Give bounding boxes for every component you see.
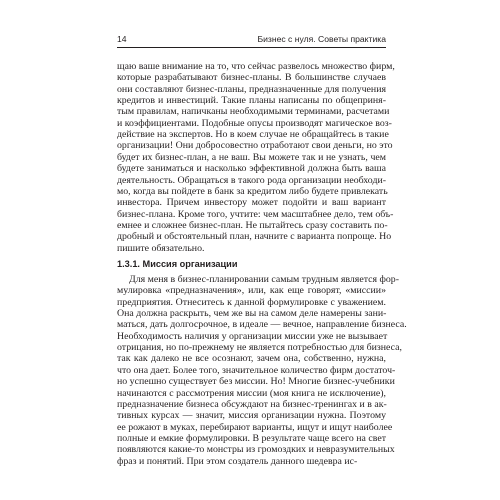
header-rule xyxy=(117,47,386,48)
text-line: маться, дать долгосрочное, в идеале — вечное, направление бизнеса. xyxy=(117,319,407,331)
text-line: Необходимость наличия у организации миссии уже не вызывает xyxy=(117,330,388,342)
page-number: 14 xyxy=(117,34,127,44)
text-line: так как далеко не все осознают, зачем она, собственно, нужна, xyxy=(117,353,386,365)
text-line: емнее и сложнее бизнес-план. Не пытайтесь сразу составить по- xyxy=(117,219,388,231)
text-line: тивных курсах — значит, миссия организации нужна. Поэтому xyxy=(117,410,386,422)
text-line: предприятия. Отнеситесь к данной формулировке с уважением. xyxy=(117,296,386,308)
text-line: которые разрабатывают бизнес-планы. В большинстве случаев xyxy=(117,72,386,84)
text-line: предназначение бизнеса обсуждают на бизнес-тренингах и в ак- xyxy=(117,398,387,410)
text-line: Для меня в бизнес-планировании самым трудным является фор- xyxy=(129,274,399,285)
text-line: пишите обязательно. xyxy=(117,242,205,254)
text-line: бизнес-плана. Кроме того, учтите: чем масштабнее дело, тем объ- xyxy=(117,208,394,220)
text-line: мо, когда вы пойдете в банк за кредитом либо будете привлекать xyxy=(117,185,388,197)
text-line: организации! Они добросовестно отработают свои деньги, но это xyxy=(117,140,393,152)
text-line: фраз и понятий. При этом создатель данного шедевра ис- xyxy=(117,455,358,467)
text-line: дробный и обстоятельный план, начните с варианта попроще. Но xyxy=(117,231,392,243)
text-line: деятельность. Обращаться в такого рода организации необходи- xyxy=(117,174,386,186)
running-title: Бизнес с нуля. Советы практика xyxy=(257,34,386,44)
text-line: будет их бизнес-план, а не ваш. Вы можете так и не узнать, чем xyxy=(117,151,386,163)
text-line: что она дает. Более того, значительное количество фирм достаточ- xyxy=(117,364,396,376)
text-line: действие на экспертов. Но в коем случае не обращайтесь в такие xyxy=(117,129,389,141)
section-heading: 1.3.1. Миссия организации xyxy=(117,259,238,269)
text-line: начинаются с рассмотрения миссии (моя книга не исключение), xyxy=(117,387,386,399)
text-line: отрицания, но по-прежнему не является потребностью для бизнеса, xyxy=(117,342,402,354)
text-line: Она должна раскрыть, чем же вы на самом деле намерены зани- xyxy=(117,308,387,320)
text-line: появляются какие-то монстры из громоздких и невразумительных xyxy=(117,444,395,456)
text-line: мулировка «предназначения», или, как еще говорят, «миссии» xyxy=(117,285,386,297)
text-line: кредитов и инвестиций. Такие планы написаны по общеприня- xyxy=(117,95,386,107)
text-line: они составляют бизнес-планы, предназначенные для получения xyxy=(117,83,386,95)
text-line: инвестора. Причем инвестору может подойти и ваш вариант xyxy=(117,197,386,209)
text-line: щаю ваше внимание на то, что сейчас развелось множество фирм, xyxy=(117,61,395,72)
text-line: но успешно существует без миссии. Но! Многие бизнес-учебники xyxy=(117,376,395,388)
page-header xyxy=(117,33,386,45)
text-line: полные и емкие формулировки. В результате чаще всего на свет xyxy=(117,432,386,444)
text-line: ее рожают в муках, перебирают варианты, ищут и ищут наиболее xyxy=(117,421,393,433)
text-line: будете заниматься и насколько эффективной должна быть ваша xyxy=(117,163,386,175)
text-line: тым правилам, напичканы необходимыми терминами, расчетами xyxy=(117,106,390,118)
text-line: и коэффициентами. Подобные опусы производят магическое воз- xyxy=(117,117,392,129)
